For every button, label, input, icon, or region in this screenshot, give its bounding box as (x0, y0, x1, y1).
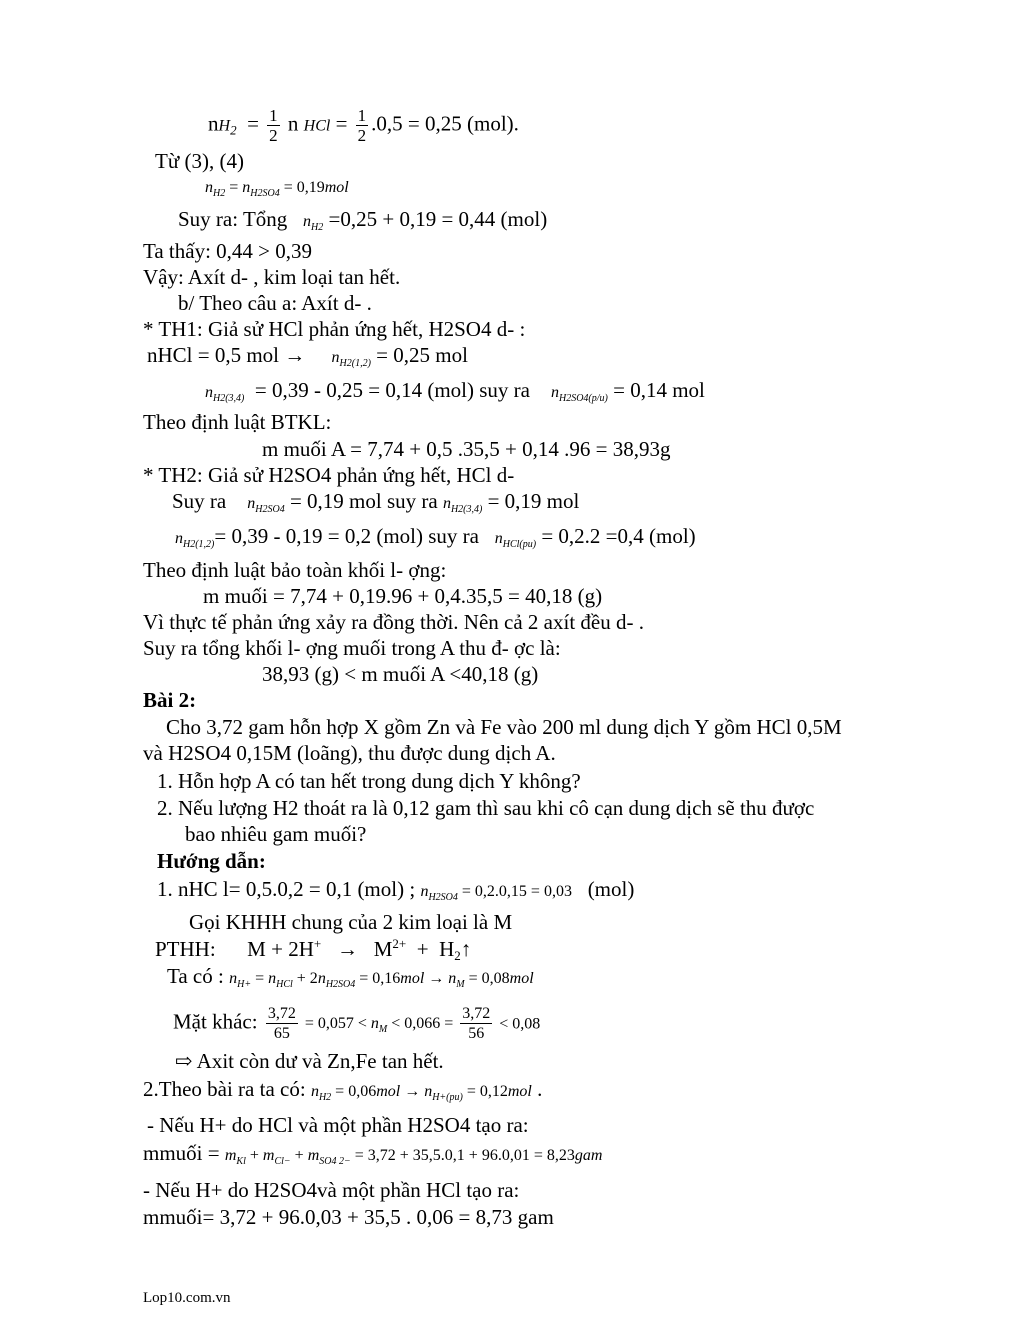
text-n: n (208, 111, 219, 136)
text-range-result: 38,93 (g) < m muối A <40,18 (g) (262, 662, 539, 686)
text-tu-3-4: Từ (3), (4) (155, 149, 244, 173)
formula-nh2-eq-nh2so4: $n_{H2} = n_{H2SO4} = 0,19mol$ (205, 179, 349, 199)
text-theo-dinh-luat-btkl: Theo định luật BTKL: (143, 410, 332, 434)
text-suy-ra-label: Suy ra (172, 489, 227, 513)
text-step-1: 1. nHC l= 0,5.0,2 = 0,1 (mol) ; $n_{H2SO4} = 0,2.0,15 = 0,03$ (mol) (157, 877, 635, 903)
text-case-hcl: - Nếu H+ do HCl và một phần H2SO4 tạo ra: (147, 1113, 529, 1137)
text-suy-ra-tong-label: Suy ra: Tổng (178, 207, 288, 231)
text-ta-thay: Ta thấy: 0,44 > 0,39 (143, 239, 313, 263)
footer-site: Lop10.com.vn (143, 1290, 231, 1306)
text-m-muoi-label: mmuối = (143, 1141, 220, 1165)
text-suy-ra-tong: Suy ra: Tổng $n_{H2} =0,25 + 0,19 = 0,44$ (mol) (178, 207, 548, 233)
text-sum: =0,25 + 0,19 = 0,44 (mol) (328, 207, 548, 231)
text-question-2-cont: bao nhiêu gam muối? (185, 822, 367, 846)
text-ta-co-label: Ta có : (167, 964, 224, 988)
text-suy-ra-value: = 0,19 mol (487, 489, 580, 513)
text-theo-cau-a: b/ Theo câu a: Axít d- . (178, 291, 372, 315)
text-step-2: 2.Theo bài ra ta có: $n_{H2} = 0,06mol \to n_{H+(pu)} = 0,12mol$ . (143, 1077, 543, 1103)
text-m-muoi-case1: mmuối = $m_{Kl} + m_{Cl-} + m_{SO4 2-} = 3,72 + 35,5.0,1 + 96.0,01 = 8,23gam$ (143, 1141, 603, 1167)
text-suy-ra-mid: = 0,19 mol suy ra (289, 489, 438, 513)
text-step-2-label: 2.Theo bài ra ta có: (143, 1077, 306, 1101)
text-vay: Vậy: Axít d- , kim loại tan hết. (143, 265, 401, 289)
text-result: .0,5 = 0,25 (mol). (371, 111, 519, 136)
text-nh2-34-calc: = 0,39 - 0,25 = 0,14 (mol) suy ra (254, 378, 530, 402)
heading-huong-dan: Hướng dẫn: (157, 849, 266, 873)
text-ta-co: Ta có : $n_{H+} = n_{HCl} + 2n_{H2SO4} = 0,16mol \to n_M = 0,08mol$ (167, 964, 534, 990)
text-axit-con-du: ⇨ Axit còn dư và Zn,Fe tan hết. (175, 1049, 444, 1073)
text-step-1-unit: (mol) (587, 877, 635, 901)
text-question-1: 1. Hỗn hợp A có tan hết trong dung dịch Y không? (157, 769, 581, 793)
equation-nh2-half-hcl: $nH_2$ = $\frac{1}{2}$ n HCl = $\frac{1}{2}$ .0,5 = 0,25 (mol). (208, 106, 519, 145)
text-vi-thuc-te: Vì thực tế phản ứng xảy ra đồng thời. Nên cả 2 axít đều d- . (143, 610, 644, 634)
text-m-muoi-a-1: m muối A = 7,74 + 0,5 .35,5 + 0,14 .96 = 38,93g (262, 437, 671, 461)
text-problem-line2: và H2SO4 0,15M (loãng), thu được dung dịch A. (143, 741, 556, 765)
text-suy-ra-th2: Suy ra $n_{H2SO4} = 0,19$ mol suy ra $n_{H2(3,4)} = 0,19$ mol (172, 489, 580, 515)
text-mat-khac-label: Mặt khác: (173, 1009, 258, 1034)
heading-bai-2: Bài 2: (143, 688, 197, 712)
text-nh2so4-value: = 0,14 mol (613, 378, 705, 402)
text-theo-dinh-luat-bao-toan: Theo định luật bảo toàn khối l- ợng: (143, 558, 447, 582)
text-case-h2so4: - Nếu H+ do H2SO4và một phần HCl tạo ra: (143, 1178, 520, 1202)
text-m-muoi-case2: mmuối= 3,72 + 96.0,03 + 35,5 . 0,06 = 8,73 gam (143, 1205, 554, 1229)
text-question-2: 2. Nếu lượng H2 thoát ra là 0,12 gam thì sau khi cô cạn dung dịch sẽ thu được (157, 796, 815, 820)
text-th2: * TH2: Giả sử H2SO4 phản ứng hết, HCl d- (143, 463, 515, 487)
text-th1: * TH1: Giả sử HCl phản ứng hết, H2SO4 d- : (143, 317, 526, 341)
text-step-2-period: . (537, 1077, 543, 1101)
text-nh2-34: $n_{H2(3,4)} = 0,39 - 0,25 = 0,14$ (mol) suy ra $n_{H2SO4(p/u)} = 0,14$ mol (205, 378, 705, 404)
text-nhcl-label: nHCl = 0,5 mol → (147, 343, 306, 367)
text-nh2-12-calc: = 0,39 - 0,19 = 0,2 (mol) suy ra (214, 524, 479, 548)
text-goi-khhh: Gọi KHHH chung của 2 kim loại là M (189, 910, 513, 934)
text-step-1-nhcl: 1. nHC l= 0,5.0,2 = 0,1 (mol) ; (157, 877, 416, 901)
text-nh2-value: = 0,25 mol (376, 343, 468, 367)
text-nhcl: nHCl = 0,5 mol → $n_{H2(1,2)} = 0,25$ mol (147, 343, 468, 369)
text-m-muoi-2: m muối = 7,74 + 0,19.96 + 0,4.35,5 = 40,18 (g) (203, 584, 603, 608)
text-problem-line1: Cho 3,72 gam hỗn hợp X gồm Zn và Fe vào 200 ml dung dịch Y gồm HCl 0,5M (166, 715, 842, 739)
text-pthh: PTHH: $M + 2H^+ \to M^{2+}$ + $H_2↑$ (155, 936, 472, 963)
text-mat-khac: Mặt khác: $\frac{3,72}{65}$ = $0,057 < n_M < 0,066$ = $\frac{3,72}{56}$ < 0,08 (173, 1005, 541, 1042)
text-nh2-12: $n_{H2(1,2)}= 0,39 - 0,19 = 0,2$ (mol) suy ra $n_{HCl(pu)} = 0,2.2 =0,4$ (mol) (175, 524, 696, 550)
text-suy-ra-tong-khoi-luong: Suy ra tổng khối l- ợng muối trong A thu đ- ợc là: (143, 636, 561, 660)
text-nhcl-value: = 0,2.2 =0,4 (mol) (541, 524, 696, 548)
